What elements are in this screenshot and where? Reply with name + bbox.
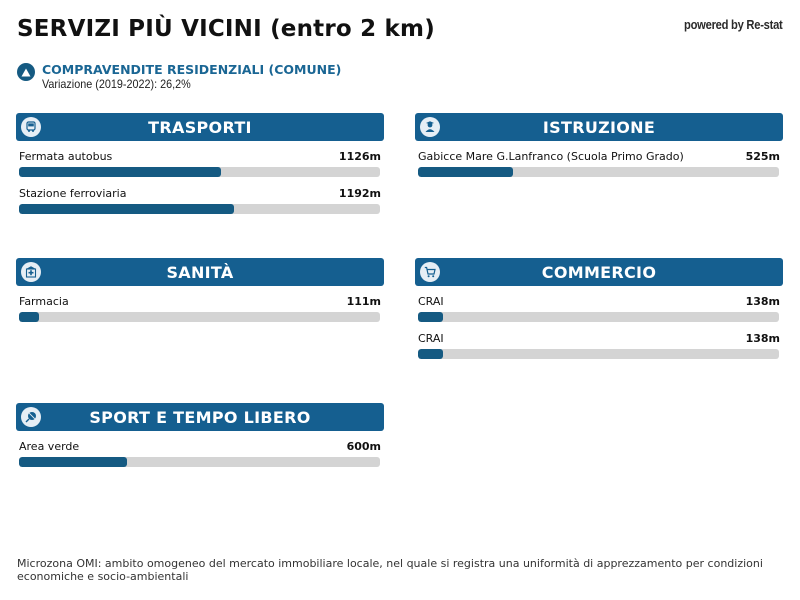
distance-bar-fill [19,167,221,177]
service-distance: 111m [346,295,381,308]
triangle-up-icon [17,63,35,81]
card-title: ISTRUZIONE [542,117,656,137]
sales-trend-subtitle: Variazione (2019-2022): 26,2% [42,77,191,91]
service-name: CRAI [418,332,444,345]
list-item [16,440,384,467]
service-name: Stazione ferroviaria [19,187,127,200]
service-name: Fermata autobus [19,150,113,163]
distance-bar-fill [19,457,127,467]
card-header [16,113,384,141]
service-distance: 1192m [338,187,381,200]
sales-trend-title: COMPRAVENDITE RESIDENZIALI (COMUNE) [42,62,342,77]
service-distance: 138m [745,332,780,345]
card-title: SANITÀ [166,262,234,282]
footnote: Microzona OMI: ambito omogeneo del mercato immobiliare locale, nel quale si registra una uniformità di apprezzamento per condizioni economiche e socio-ambientali [17,557,763,583]
card-istruzione [415,113,783,177]
service-distance: 1126m [338,150,381,163]
service-distance: 525m [745,150,780,163]
list-item [415,332,783,359]
distance-bar [418,312,779,322]
card-header [16,258,384,286]
distance-bar-fill [19,312,39,322]
service-name: Farmacia [19,295,69,308]
card-sanita [16,258,384,322]
card-sport [16,403,384,467]
distance-bar [19,167,380,177]
list-item [415,150,783,177]
card-header [415,113,783,141]
page-title: SERVIZI PIÙ VICINI (entro 2 km) [17,16,435,42]
card-commercio [415,258,783,359]
distance-bar-fill [418,349,443,359]
distance-bar [418,167,779,177]
card-header [16,403,384,431]
service-distance: 600m [346,440,381,453]
hospital-icon [21,262,41,282]
list-item [16,150,384,177]
distance-bar [418,349,779,359]
bus-icon [21,117,41,137]
distance-bar-fill [418,167,513,177]
distance-bar-fill [418,312,443,322]
distance-bar-fill [19,204,234,214]
shopping-cart-icon [420,262,440,282]
distance-bar [19,204,380,214]
service-distance: 138m [745,295,780,308]
service-name: Area verde [19,440,80,453]
list-item [415,295,783,322]
distance-bar [19,457,380,467]
list-item [16,187,384,214]
card-title: COMMERCIO [541,262,657,282]
brand-logo: powered by Re-stat [684,17,783,32]
student-icon [420,117,440,137]
tennis-ball-icon [21,407,41,427]
card-title: SPORT E TEMPO LIBERO [89,407,311,427]
list-item [16,295,384,322]
distance-bar [19,312,380,322]
card-header [415,258,783,286]
sales-trend [17,62,341,91]
card-trasporti [16,113,384,214]
service-name: CRAI [418,295,444,308]
service-name: Gabicce Mare G.Lanfranco (Scuola Primo Grado) [418,150,684,163]
card-title: TRASPORTI [148,117,252,137]
